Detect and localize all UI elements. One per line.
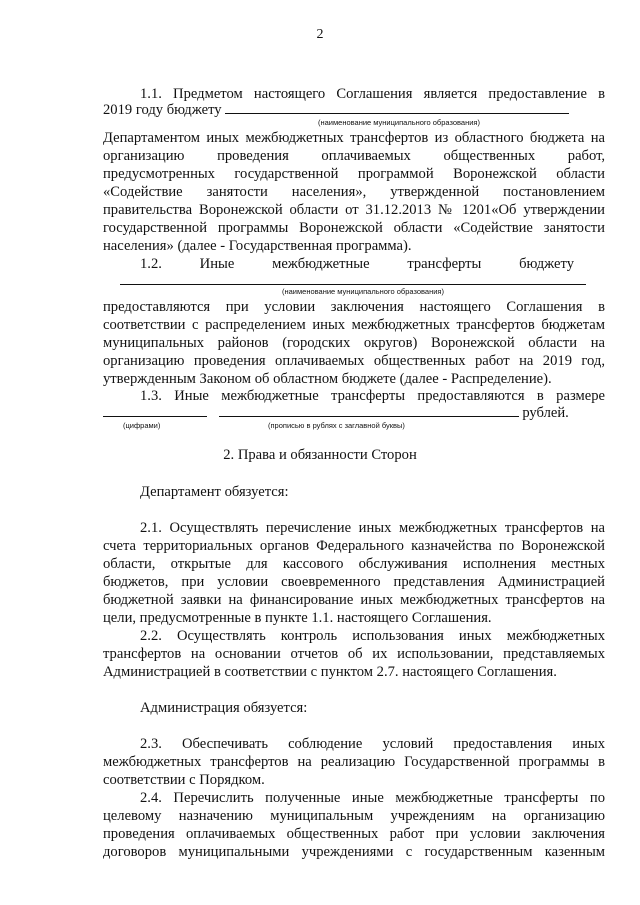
p1-1-line-4: «Содействие занятости населения», утвержденной постановлением [103,184,605,200]
administration-heading: Администрация обязуется: [140,700,308,716]
p1-2-line-3: муниципальных районов (городских округов) Воронежской области на [103,335,605,351]
p2-1-line-6: цели, предусмотренные в пункте 1.1. настоящего Соглашения. [103,610,492,626]
p2-2-line-1: 2.2. Осуществлять контроль использования иных межбюджетных [140,628,605,644]
p2-1-line-5: бюджетной заявки на финансирование иных межбюджетных трансфертов на [103,592,605,608]
p1-3-caption-digits: (цифрами) [123,421,161,430]
p1-2-line-4: организацию проведения оплачиваемых общественных работ на 2019 год, [103,353,605,369]
amount-digits-blank [103,404,207,417]
amount-words-blank [219,404,519,417]
p1-3-suffix: рублей. [522,405,569,421]
p1-1-line-6: государственной программы Воронежской области «Содействие занятости [103,220,605,236]
section-2-title: 2. Права и обязанности Сторон [223,447,417,463]
page-number: 2 [316,27,324,42]
p2-3-line-2: межбюджетных трансфертов на реализацию Государственной программы в [103,754,605,770]
p2-4-line-3: проведения оплачиваемых общественных работ при условии заключения [103,826,605,842]
p2-1-line-4: бюджетов, при условии своевременного представления Администрацией [103,574,605,590]
p2-4-line-4: договоров муниципальными учреждениями с государственным казенным [103,844,605,860]
p1-1-lead: 1.1. Предметом настоящего Соглашения является предоставление в [140,86,605,102]
p1-3-caption-words: (прописью в рублях с заглавной буквы) [268,421,405,430]
p1-3-amount-line [103,404,605,422]
p2-4-line-1: 2.4. Перечислить полученные иные межбюджетные трансферты по [140,790,605,806]
p1-1-second-line [103,101,605,119]
p1-2-line-5: утвержденным Законом об областном бюджете (далее - Распределение). [103,371,552,387]
p1-2-line-2: соответствии с распределением иных межбюджетных трансфертов бюджетам [103,317,605,333]
p2-2-line-3: Администрацией в соответствии с пунктом 2.7. настоящего Соглашения. [103,664,557,680]
p1-1-second-prefix: 2019 году бюджету [103,102,222,118]
p1-1-caption: (наименование муниципального образования) [318,118,480,127]
municipality-blank [225,101,569,114]
p2-2-line-2: трансфертов на основании отчетов об их использовании, представляемых [103,646,605,662]
p2-1-line-3: области, открытые для кассового обслуживания исполнения местных [103,556,605,572]
p1-1-line-5: правительства Воронежской области от 31.12.2013 № 1201«Об утверждении [103,202,605,218]
p1-2-lead: 1.2. Иные межбюджетные трансферты бюджету [140,256,574,272]
p1-1-line-2: организацию проведения оплачиваемых общественных работ, [103,148,605,164]
department-heading: Департамент обязуется: [140,484,289,500]
p1-1-line-1: Департаментом иных межбюджетных трансфертов из областного бюджета на [103,130,605,146]
p2-3-line-3: соответствии с Порядком. [103,772,265,788]
p2-1-line-1: 2.1. Осуществлять перечисление иных межбюджетных трансфертов на [140,520,605,536]
p1-3-lead: 1.3. Иные межбюджетные трансферты предоставляются в размере [140,388,605,404]
p2-3-line-1: 2.3. Обеспечивать соблюдение условий предоставления иных [140,736,605,752]
p2-1-line-2: счета территориальных органов Федерального казначейства по Воронежской [103,538,605,554]
p1-1-line-7: населения» (далее - Государственная программа). [103,238,412,254]
p1-2-caption: (наименование муниципального образования) [282,287,444,296]
p1-1-line-3: предусмотренных государственной программой Воронежской области [103,166,605,182]
p1-2-line-1: предоставляются при условии заключения настоящего Соглашения в [103,299,605,315]
p2-4-line-2: целевому назначению муниципальным учреждениям на организацию [103,808,605,824]
municipality-blank-2 [120,272,586,285]
